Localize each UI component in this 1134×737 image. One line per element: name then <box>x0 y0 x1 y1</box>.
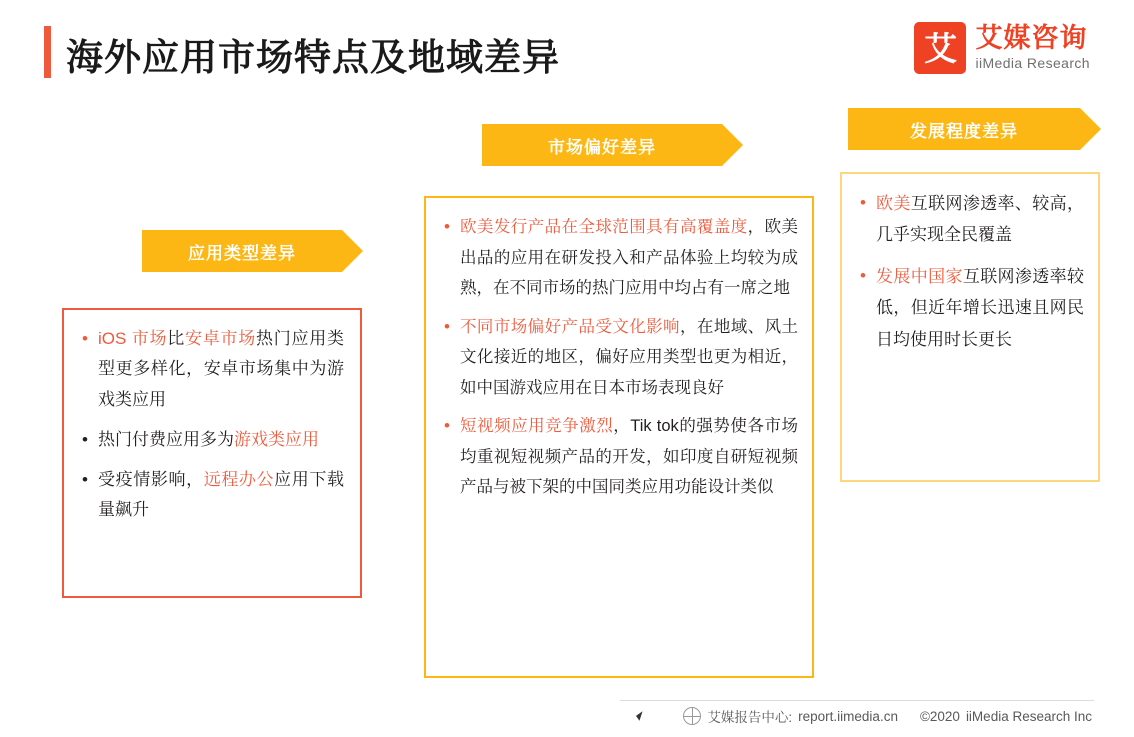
title-accent-bar <box>44 26 51 78</box>
bullet-dot-icon: • <box>82 429 88 449</box>
body-text: ，欧美出品的应用在研发投入和产品体验上均较为成熟，在不同市场的热门应用中均占有一席之地 <box>460 218 799 298</box>
list-item <box>74 465 344 526</box>
highlight-text: 欧美 <box>876 194 911 213</box>
footer-company: iiMedia Research Inc <box>965 708 1092 724</box>
card-market-preference <box>424 196 814 678</box>
card-app-type <box>62 308 362 598</box>
body-text: ，Tik tok的强势使各市场均重视短视频产品的开发，如印度自研短视频产品与被下架的中国同类应用功能设计类似 <box>460 417 799 497</box>
body-text: 受疫情影响， <box>98 470 204 489</box>
card-development-level <box>840 172 1100 482</box>
footer-copyright: ©2020 <box>919 708 960 724</box>
list-item <box>852 188 1084 251</box>
footer <box>683 706 1092 726</box>
page-title: 海外应用市场特点及地域差异 <box>66 37 560 78</box>
footer-divider <box>620 700 1094 701</box>
logo-mark: 艾 <box>914 22 966 74</box>
body-text: 应用下载量飙升 <box>98 470 345 520</box>
list-item <box>436 312 798 404</box>
bullet-dot-icon: • <box>860 193 866 212</box>
logo-name-en: iiMedia Research <box>975 55 1090 72</box>
body-text: 互联网渗透率较低，但近年增长迅速且网民日均使用时长更长 <box>876 266 1085 349</box>
bullet-dot-icon: • <box>82 470 88 489</box>
body-text: 热门应用类型更多样化，安卓市场集中为游戏类应用 <box>98 329 345 409</box>
list-item <box>852 261 1084 355</box>
logo-text <box>975 24 1090 72</box>
logo-name-cn: 艾媒咨询 <box>975 22 1088 53</box>
highlight-text: iOS 市场 <box>98 329 168 348</box>
list-item <box>74 324 344 415</box>
list-item <box>74 425 344 455</box>
banner-app-type: 应用类型差异 <box>142 230 342 272</box>
list-item <box>436 212 798 304</box>
highlight-text: 不同市场偏好产品受文化影响 <box>460 317 680 336</box>
brand-logo <box>914 22 1090 74</box>
footer-brand: 艾媒报告中心: <box>707 710 793 725</box>
bullet-list-market-preference <box>436 212 798 503</box>
body-text: ，在地域、风土文化接近的地区，偏好应用类型也更为相近，如中国游戏应用在日本市场表现良好 <box>460 317 799 397</box>
mouse-cursor <box>636 711 646 721</box>
highlight-text: 游戏类应用 <box>234 429 319 449</box>
bullet-dot-icon: • <box>444 217 450 236</box>
bullet-dot-icon: • <box>82 329 88 348</box>
footer-link[interactable]: report.iimedia.cn <box>798 708 898 724</box>
highlight-text: 发展中国家 <box>876 266 963 286</box>
bullet-list-development-level <box>852 188 1084 355</box>
highlight-text: 安卓市场 <box>185 329 257 348</box>
highlight-text: 短视频应用竞争激烈 <box>460 417 614 436</box>
banner-development-level: 发展程度差异 <box>848 108 1080 150</box>
bullet-dot-icon: • <box>444 416 450 436</box>
body-text: 比 <box>167 329 186 348</box>
highlight-text: 远程办公 <box>203 470 275 489</box>
list-item <box>436 411 798 503</box>
highlight-text: 欧美发行产品在全球范围具有高覆盖度 <box>460 218 748 236</box>
bullet-dot-icon: • <box>860 265 866 285</box>
bullet-dot-icon: • <box>444 316 450 336</box>
globe-icon <box>683 707 701 725</box>
banner-market-preference: 市场偏好差异 <box>482 124 722 166</box>
body-text: 互联网渗透率、较高，几乎实现全民覆盖 <box>876 194 1085 245</box>
body-text: 热门付费应用多为 <box>98 429 234 449</box>
bullet-list-app-type <box>74 324 344 526</box>
